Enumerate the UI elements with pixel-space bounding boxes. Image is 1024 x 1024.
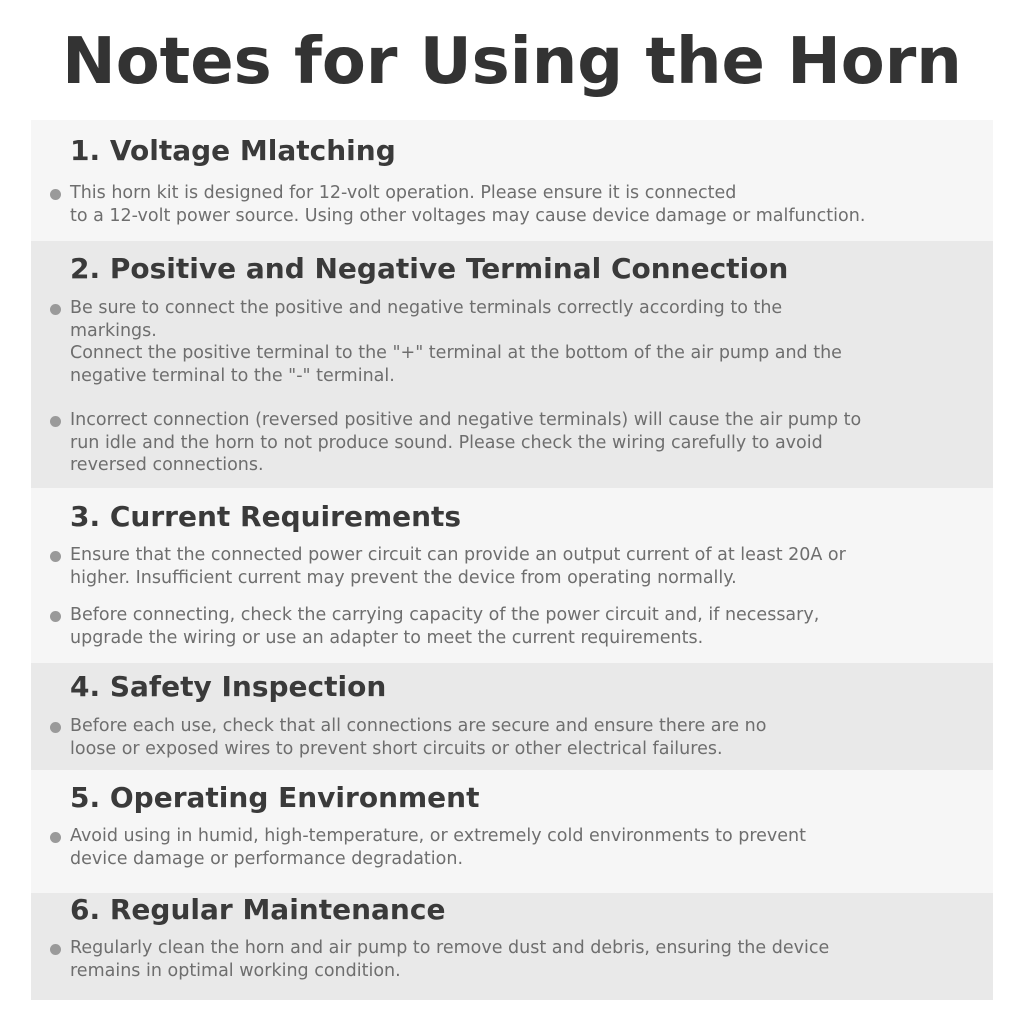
- bullet-dot-icon: [50, 189, 61, 200]
- bullet-dot-icon: [50, 611, 61, 622]
- bullet-item: [50, 544, 975, 589]
- bullet-item: [50, 825, 975, 870]
- bullet-item: [50, 715, 975, 760]
- bullet-text: Be sure to connect the positive and negative terminals correctly according to the markings. Connect the positive terminal to the "+" terminal at the bottom of the air pump and the negative terminal to the "-" terminal.: [70, 298, 842, 386]
- bullet-text: Incorrect connection (reversed positive and negative terminals) will cause the air pump to run idle and the horn to not produce sound. Please check the wiring carefully to avoid reversed connections.: [70, 410, 862, 475]
- bullet-text: Ensure that the connected power circuit can provide an output current of at least 20A or higher. Insufficient current may prevent the device from operating normally.: [70, 545, 846, 588]
- bullet-dot-icon: [50, 722, 61, 733]
- section-heading: 3. Current Requirements: [70, 500, 462, 533]
- section-terminal-connection: [31, 241, 993, 488]
- bullet-text: Before each use, check that all connections are secure and ensure there are no loose or exposed wires to prevent short circuits or other electrical failures.: [70, 716, 767, 759]
- bullet-text: This horn kit is designed for 12-volt operation. Please ensure it is connected to a 12-volt power source. Using other voltages may cause device damage or malfunction.: [70, 183, 866, 226]
- bullet-dot-icon: [50, 416, 61, 427]
- section-current-requirements: [31, 488, 993, 663]
- section-heading: 6. Regular Maintenance: [70, 893, 446, 926]
- bullet-text: Avoid using in humid, high-temperature, or extremely cold environments to prevent device damage or performance degradation.: [70, 826, 807, 869]
- section-heading: 5. Operating Environment: [70, 781, 480, 814]
- bullet-item: [50, 604, 975, 649]
- bullet-item: [50, 297, 975, 387]
- bullet-text: Regularly clean the horn and air pump to remove dust and debris, ensuring the device remains in optimal working condition.: [70, 938, 830, 981]
- bullet-dot-icon: [50, 551, 61, 562]
- section-heading: 1. Voltage Mlatching: [70, 134, 396, 167]
- section-heading: 2. Positive and Negative Terminal Connection: [70, 252, 789, 285]
- section-voltage-matching: [31, 120, 993, 241]
- bullet-dot-icon: [50, 832, 61, 843]
- section-heading: 4. Safety Inspection: [70, 670, 387, 703]
- section-safety-inspection: [31, 663, 993, 770]
- bullet-item: [50, 937, 975, 982]
- bullet-dot-icon: [50, 944, 61, 955]
- page-title: Notes for Using the Horn: [62, 25, 962, 99]
- bullet-text: Before connecting, check the carrying capacity of the power circuit and, if necessary, upgrade the wiring or use an adapter to meet the current requirements.: [70, 605, 820, 648]
- bullet-item: [50, 409, 975, 477]
- section-operating-environment: [31, 770, 993, 893]
- bullet-item: [50, 182, 975, 227]
- bullet-dot-icon: [50, 304, 61, 315]
- section-regular-maintenance: [31, 893, 993, 1000]
